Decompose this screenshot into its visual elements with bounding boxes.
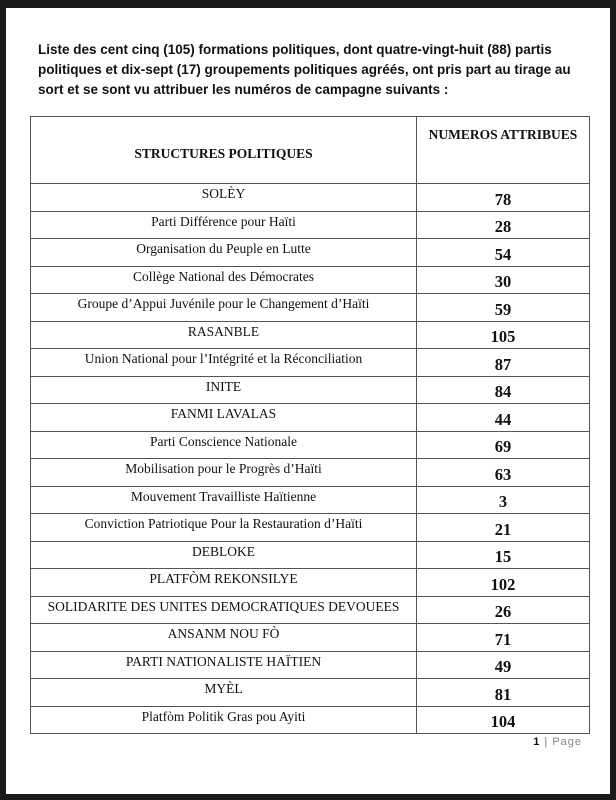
campaign-number: 81 <box>417 679 590 707</box>
party-name: Organisation du Peuple en Lutte <box>31 239 417 267</box>
party-numbers-table <box>30 116 590 734</box>
party-name: DEBLOKE <box>31 541 417 569</box>
table-row <box>31 431 590 459</box>
page-label: Page <box>552 736 582 748</box>
table-row <box>31 596 590 624</box>
party-name: FANMI LAVALAS <box>31 404 417 432</box>
table-row <box>31 486 590 514</box>
header-structures: STRUCTURES POLITIQUES <box>31 117 417 184</box>
campaign-number: 104 <box>417 706 590 734</box>
page-number: 1 <box>533 736 540 748</box>
party-name: SOLÈY <box>31 184 417 212</box>
campaign-number: 105 <box>417 321 590 349</box>
campaign-number: 26 <box>417 596 590 624</box>
party-name: Parti Différence pour Haïti <box>31 211 417 239</box>
party-name: Platfòm Politik Gras pou Ayiti <box>31 706 417 734</box>
page-footer <box>533 736 582 748</box>
party-name: ANSANM NOU FÒ <box>31 624 417 652</box>
campaign-number: 59 <box>417 294 590 322</box>
table-row <box>31 651 590 679</box>
table-header-row <box>31 117 590 184</box>
campaign-number: 84 <box>417 376 590 404</box>
campaign-number: 28 <box>417 211 590 239</box>
campaign-number: 71 <box>417 624 590 652</box>
party-name: Mobilisation pour le Progrès d’Haïti <box>31 459 417 487</box>
table-row <box>31 294 590 322</box>
table-row <box>31 349 590 377</box>
table-row <box>31 459 590 487</box>
campaign-number: 102 <box>417 569 590 597</box>
table-row <box>31 679 590 707</box>
party-name: PARTI NATIONALISTE HAÏTIEN <box>31 651 417 679</box>
party-name: INITE <box>31 376 417 404</box>
document-page <box>6 8 610 794</box>
header-numbers: NUMEROS ATTRIBUES <box>417 117 590 184</box>
table-row <box>31 321 590 349</box>
party-name: MYÈL <box>31 679 417 707</box>
campaign-number: 15 <box>417 541 590 569</box>
campaign-number: 49 <box>417 651 590 679</box>
campaign-number: 63 <box>417 459 590 487</box>
campaign-number: 54 <box>417 239 590 267</box>
table-row <box>31 541 590 569</box>
table-row <box>31 184 590 212</box>
party-name: Mouvement Travailliste Haïtienne <box>31 486 417 514</box>
table-row <box>31 376 590 404</box>
table-row <box>31 514 590 542</box>
table-row <box>31 624 590 652</box>
table-row <box>31 569 590 597</box>
party-name: Union National pour l’Intégrité et la Réconciliation <box>31 349 417 377</box>
table-row <box>31 404 590 432</box>
campaign-number: 3 <box>417 486 590 514</box>
party-name: RASANBLE <box>31 321 417 349</box>
campaign-number: 87 <box>417 349 590 377</box>
campaign-number: 69 <box>417 431 590 459</box>
intro-paragraph: Liste des cent cinq (105) formations politiques, dont quatre-vingt-huit (88) partis politiques et dix-sept (17) groupements politiques agréés, ont pris part au tirage au sort et se sont vu attribuer les numéros de campagne suivants : <box>38 42 571 97</box>
party-name: Groupe d’Appui Juvénile pour le Changement d’Haïti <box>31 294 417 322</box>
table-row <box>31 211 590 239</box>
campaign-number: 78 <box>417 184 590 212</box>
party-name: PLATFÒM REKONSILYE <box>31 569 417 597</box>
party-name: Conviction Patriotique Pour la Restauration d’Haïti <box>31 514 417 542</box>
table-row <box>31 266 590 294</box>
campaign-number: 30 <box>417 266 590 294</box>
party-name: SOLIDARITE DES UNITES DEMOCRATIQUES DEVOUEES <box>31 596 417 624</box>
table-row <box>31 706 590 734</box>
party-name: Parti Conscience Nationale <box>31 431 417 459</box>
footer-separator: | <box>544 736 548 748</box>
campaign-number: 44 <box>417 404 590 432</box>
table-row <box>31 239 590 267</box>
campaign-number: 21 <box>417 514 590 542</box>
party-name: Collège National des Démocrates <box>31 266 417 294</box>
